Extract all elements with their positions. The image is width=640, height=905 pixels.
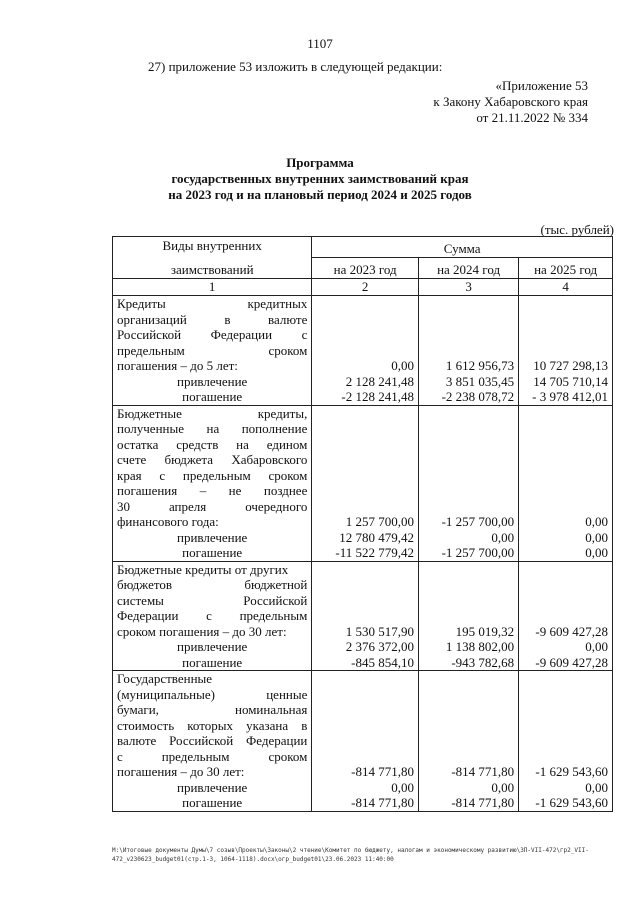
file-path-footer: М:\Итоговые документы Думы\7 созыв\Проекты\Законы\2 чтение\Комитет по бюджету, налогам и экономическому развитию\ЗП-VII-472\гр2_VII-472_v230623_budget01(стр.1-3, 1064-1118).docx\огр_budget01\23.06.2023 11:40:00	[112, 847, 589, 863]
appendix-block	[433, 78, 588, 126]
row-description: Кредиты кредитных организаций в валюте Российской Федерации с предельным сроком погашения – до 5 лет: привлечение погашение	[113, 296, 312, 406]
page-number: 1107	[307, 36, 333, 51]
value-2023: -814 771,80 0,00 -814 771,80	[312, 671, 419, 812]
borrowing-table	[112, 236, 613, 812]
row-description: Государственные (муниципальные) ценные бумаги, номинальная стоимость которых указана в валюте Российской Федерации с предельным сроком погашения – до 30 лет: привлечение погашение	[113, 671, 312, 812]
title-line: государственных внутренних заимствований края	[171, 171, 469, 186]
year-header: на 2024 год	[418, 258, 518, 279]
column-number: 4	[519, 279, 613, 296]
intro-text: 27) приложение 53 изложить в следующей редакции:	[148, 59, 443, 74]
year-header: на 2025 год	[519, 258, 613, 279]
value-2023: 0,00 2 128 241,48 -2 128 241,48	[312, 296, 419, 406]
table-row	[113, 671, 613, 812]
value-2025: -9 609 427,28 0,00 -9 609 427,28	[519, 561, 613, 671]
appendix-line: «Приложение 53	[495, 78, 588, 93]
header-row	[113, 237, 613, 258]
table-row	[113, 405, 613, 561]
value-2024: 1 612 956,73 3 851 035,45 -2 238 078,72	[418, 296, 518, 406]
title-line: Программа	[286, 155, 354, 170]
document-title	[0, 155, 640, 203]
header-sum: Сумма	[312, 237, 613, 258]
value-2024: 195 019,32 1 138 802,00 -943 782,68	[418, 561, 518, 671]
title-line: на 2023 год и на плановый период 2024 и 2025 годов	[168, 187, 472, 202]
column-number: 1	[113, 279, 312, 296]
column-number: 3	[418, 279, 518, 296]
column-number: 2	[312, 279, 419, 296]
value-2025: 0,00 0,00 0,00	[519, 405, 613, 561]
header-kind-line: Виды внутренних	[162, 238, 262, 253]
row-description: Бюджетные кредиты, полученные на пополнение остатка средств на едином счете бюджета Хабаровского края с предельным сроком погашения – не позднее 30 апреля очередного финансового года: привлечение погашение	[113, 405, 312, 561]
row-description: Бюджетные кредиты от других бюджетов бюджетной системы Российской Федерации с предельным сроком погашения – до 30 лет: привлечение погашение	[113, 561, 312, 671]
column-numbers-row	[113, 279, 613, 296]
header-kind-line: заимствований	[170, 262, 254, 277]
value-2023: 1 257 700,00 12 780 479,42 -11 522 779,42	[312, 405, 419, 561]
appendix-line: от 21.11.2022 № 334	[476, 110, 588, 125]
value-2025: 10 727 298,13 14 705 710,14 - 3 978 412,01	[519, 296, 613, 406]
year-header: на 2023 год	[312, 258, 419, 279]
value-2025: -1 629 543,60 0,00 -1 629 543,60	[519, 671, 613, 812]
units-label: (тыс. рублей)	[540, 222, 614, 237]
value-2024: -814 771,80 0,00 -814 771,80	[418, 671, 518, 812]
header-kind	[113, 237, 312, 279]
table-row	[113, 296, 613, 406]
value-2023: 1 530 517,90 2 376 372,00 -845 854,10	[312, 561, 419, 671]
value-2024: -1 257 700,00 0,00 -1 257 700,00	[418, 405, 518, 561]
appendix-line: к Закону Хабаровского края	[433, 94, 588, 109]
table-row	[113, 561, 613, 671]
